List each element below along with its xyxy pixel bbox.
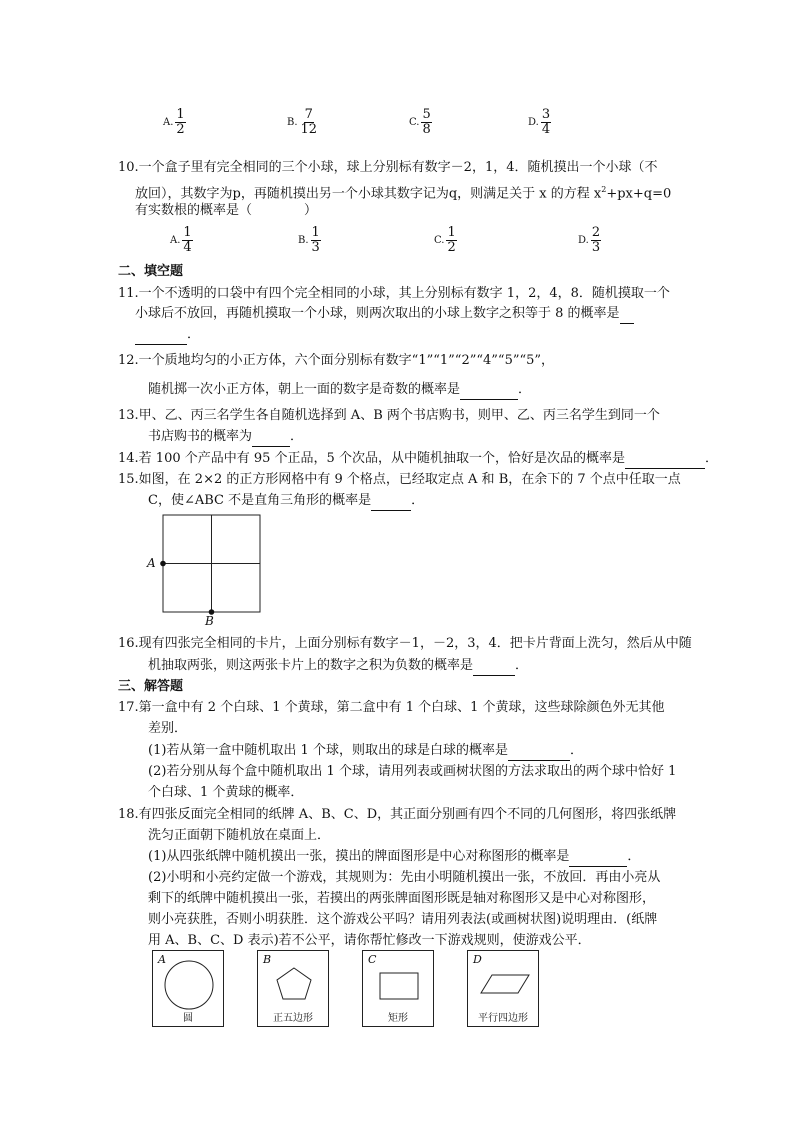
- card-c-letter: C: [368, 953, 377, 966]
- q18-line1: 18.有四张反面完全相同的纸牌 A、B、C、D，其正面分别画有四个不同的几何图形，将四张纸牌: [118, 807, 677, 822]
- q14-line: 14.若 100 个产品中有 95 个正品，5 个次品，从中随机抽取一个，恰好是次品的概率是 ．: [118, 449, 718, 469]
- q11-line1: 11.一个不透明的口袋中有四个完全相同的小球，其上分别标有数字 1，2，4，8．随机摸取一个: [118, 286, 670, 301]
- point-a-dot: [160, 561, 166, 567]
- section-title-solutions: 三、解答题: [118, 679, 184, 694]
- q10-option-a: A. $\frac{1}{4}$: [170, 225, 192, 255]
- q15-line1: 15.如图，在 2×2 的正方形网格中有 9 个格点，已经取定点 A 和 B，在余下的 7 个点中任取一点: [118, 472, 681, 487]
- q10-line3: 有实数根的概率是（ ）: [135, 203, 318, 218]
- q13-line1: 13.甲、乙、丙三名学生各自随机选择到 A、B 两个书店购书，则甲、乙、丙三名学生到同一个: [118, 408, 660, 423]
- card-a-name: 圆: [183, 1013, 193, 1024]
- point-a-label: A: [147, 556, 156, 570]
- q10-option-b: B. $\frac{1}{3}$: [298, 225, 320, 255]
- q9-option-c: C. $\frac{5}{8}$: [409, 107, 431, 137]
- card-b-name: 正五边形: [273, 1013, 313, 1024]
- q17-sub2a: (2)若分别从每个盒中随机取出 1 个球，请用列表或画树状图的方法求取出的两个球中恰好 1: [148, 764, 677, 779]
- q12-line1: 12.一个质地均匀的小正方体，六个面分别标有数字“1”“1”“2”“4”“5”“5”，: [118, 353, 555, 368]
- point-b-label: B: [205, 614, 214, 628]
- q16-line1: 16.现有四张完全相同的卡片，上面分别标有数字－1，－2，3，4．把卡片背面上洗匀，然后从中随: [118, 636, 692, 651]
- q10-line2: 放回），其数字为p，再随机摸出另一个小球其数字记为q，则满足关于 x 的方程 $x^2+px+q=0$: [135, 185, 672, 202]
- q10-option-d: D. $\frac{2}{3}$: [578, 225, 601, 255]
- card-c-rectangle: [362, 950, 434, 1027]
- q16-line2: 机抽取两张，则这两张卡片上的数字之积为负数的概率是 ．: [148, 656, 528, 676]
- q18-sub2d: 用 A、B、C、D 表示)若不公平，请你帮忙修改一下游戏规则，使游戏公平．: [148, 933, 591, 948]
- q9-option-b: B. $\frac{7}{12}$: [287, 107, 318, 137]
- card-b-letter: B: [263, 953, 272, 966]
- q17-sub1: (1)若从第一盒中随机取出 1 个球，则取出的球是白球的概率是 ．: [148, 741, 583, 761]
- q17-line2: 差别．: [148, 721, 188, 736]
- q15-line2: C，使∠ABC 不是直角三角形的概率是 ．: [148, 491, 424, 511]
- q18-sub2b: 剩下的纸牌中随机摸出一张，若摸出的两张牌面图形既是轴对称图形又是中心对称图形，: [148, 891, 656, 906]
- q17-line1: 17.第一盒中有 2 个白球、1 个黄球，第二盒中有 1 个白球、1 个黄球，这些球除颜色外无其他: [118, 700, 665, 715]
- q12-line2: 随机掷一次小正方体，朝上一面的数字是奇数的概率是 ．: [148, 380, 531, 400]
- q18-sub2c: 则小亮获胜，否则小明获胜．这个游戏公平吗？请用列表法(或画树状图)说明理由．(纸牌: [148, 912, 658, 927]
- card-a-circle: [152, 950, 224, 1027]
- q13-line2: 书店购书的概率为 ．: [148, 427, 303, 447]
- q10-option-c: C. $\frac{1}{2}$: [434, 225, 456, 255]
- q17-sub2b: 个白球、1 个黄球的概率．: [148, 785, 304, 800]
- card-a-letter: A: [158, 953, 166, 966]
- q9-option-a: A. $\frac{1}{2}$: [163, 107, 185, 137]
- q9-option-d: D. $\frac{3}{4}$: [528, 107, 551, 137]
- q18-line2: 洗匀正面朝下随机放在桌面上．: [148, 828, 331, 843]
- q18-sub1: (1)从四张纸牌中随机摸出一张，摸出的牌面图形是中心对称图形的概率是 ．: [148, 847, 640, 867]
- q10-line1: 10.一个盒子里有完全相同的三个小球，球上分别标有数字－2，1，4．随机摸出一个小球（不: [118, 160, 658, 175]
- card-d-name: 平行四边形: [478, 1013, 528, 1024]
- card-b-pentagon: [257, 950, 329, 1027]
- q11-line2: 小球后不放回，再随机摸取一个小球，则两次取出的小球上数字之积等于 8 的概率是: [135, 304, 634, 324]
- q11-line3: ．: [135, 325, 200, 345]
- card-d-letter: D: [473, 953, 482, 966]
- section-title-fill-in: 二、填空题: [118, 264, 184, 279]
- card-c-name: 矩形: [388, 1013, 408, 1024]
- card-d-parallelogram: [467, 950, 539, 1027]
- q18-sub2a: (2)小明和小亮约定做一个游戏，其规则为：先由小明随机摸出一张，不放回．再由小亮从: [148, 870, 661, 885]
